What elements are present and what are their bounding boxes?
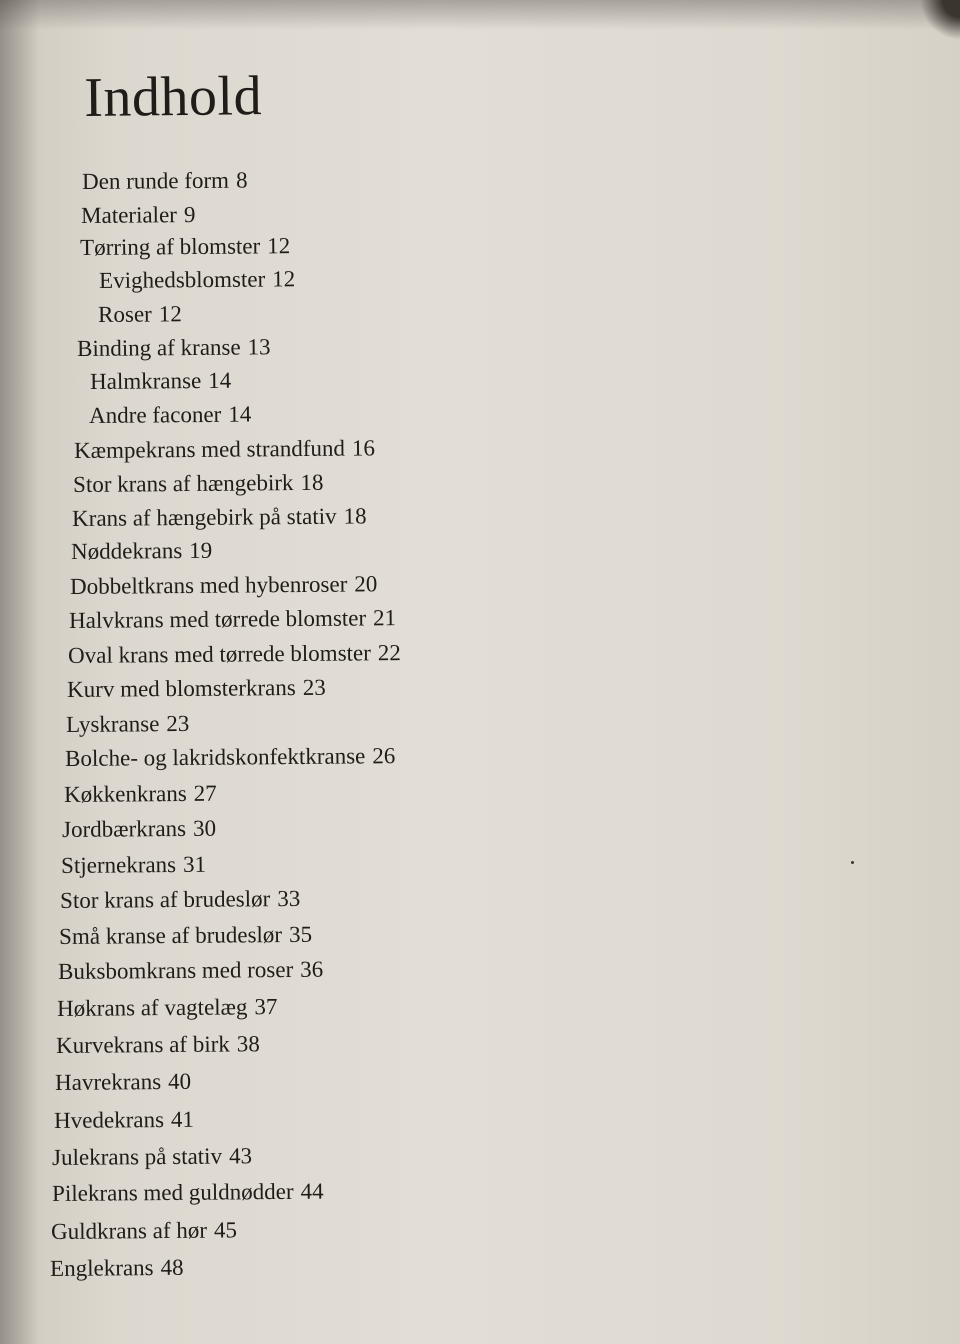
toc-entry-text: Havrekrans — [55, 1069, 162, 1095]
toc-entry-text: Nøddekrans — [71, 538, 183, 564]
toc-entry — [57, 994, 278, 1022]
toc-entry — [90, 368, 231, 395]
toc-entry-text: Evighedsblomster — [99, 266, 266, 293]
toc-entry-page: 36 — [300, 956, 324, 982]
toc-entry-text: Den runde form — [82, 167, 230, 194]
toc-entry — [52, 1143, 252, 1171]
toc-entry-text: Roser — [98, 301, 152, 327]
toc-entry — [77, 334, 271, 362]
toc-entry-page: 14 — [228, 401, 252, 427]
toc-entry-page: 40 — [168, 1068, 192, 1095]
toc-entry-text: Andre faconer — [89, 401, 222, 428]
toc-entry-text: Oval krans med tørrede blomster — [68, 640, 371, 668]
toc-entry-page: 8 — [235, 167, 248, 193]
toc-entry-page: 43 — [228, 1143, 253, 1169]
toc-entry-page: 23 — [166, 710, 190, 737]
toc-entry-text: Tørring af blomster — [80, 233, 261, 260]
toc-entry — [98, 301, 182, 328]
toc-entry-page: 35 — [288, 921, 313, 947]
toc-entry-text: Buksbomkrans med roser — [58, 956, 294, 984]
toc-entry-page: 45 — [213, 1217, 238, 1243]
toc-entry — [51, 1217, 237, 1245]
toc-entry — [50, 1255, 184, 1282]
toc-entry — [74, 435, 375, 464]
toc-entry — [66, 711, 189, 738]
toc-entry-text: Stor krans af hængebirk — [73, 470, 294, 497]
toc-entry-text: Pilekrans med guldnødder — [52, 1178, 294, 1206]
toc-entry — [62, 816, 216, 843]
toc-entry-page: 22 — [377, 640, 401, 666]
toc-entry — [54, 1107, 194, 1134]
toc-entry — [73, 470, 324, 498]
toc-entry-text: Kurv med blomsterkrans — [67, 675, 296, 702]
toc-entry-page: 18 — [343, 503, 367, 529]
toc-entry-page: 27 — [193, 780, 217, 806]
toc-entry-page: 13 — [247, 334, 271, 360]
toc-entry-page: 21 — [372, 605, 397, 631]
toc-entry — [55, 1069, 191, 1096]
toc-entry-page: 48 — [160, 1254, 184, 1281]
toc-entry-text: Stor krans af brudeslør — [60, 886, 271, 913]
toc-entry-page: 41 — [170, 1106, 195, 1132]
toc-entry-page: 26 — [372, 743, 396, 769]
toc-entry-page: 14 — [208, 367, 232, 393]
toc-entry — [70, 571, 377, 600]
toc-entry — [52, 1179, 324, 1207]
toc-entry — [68, 640, 401, 669]
toc-entry-page: 18 — [300, 469, 324, 496]
toc-entry — [89, 402, 251, 429]
toc-entry — [67, 675, 326, 703]
page-title: Indhold — [84, 65, 263, 129]
toc-entry-text: Lyskranse — [66, 711, 160, 737]
toc-entry-text: Hvedekrans — [54, 1107, 165, 1133]
toc-entry-page: 12 — [158, 301, 182, 327]
toc-entry-text: Halvkrans med tørrede blomster — [69, 605, 367, 633]
toc-entry — [65, 743, 395, 772]
toc-entry-page: 31 — [182, 851, 207, 877]
toc-entry — [99, 266, 295, 294]
toc-entry-text: Julekrans på stativ — [52, 1143, 223, 1170]
toc-entry-text: Binding af kranse — [77, 334, 241, 361]
toc-entry-page: 19 — [189, 537, 213, 563]
toc-entry-text: Jordbærkrans — [62, 815, 187, 842]
toc-entry — [58, 957, 323, 985]
toc-entry-page: 16 — [351, 435, 376, 461]
spine-shadow — [0, 0, 40, 1344]
toc-entry-text: Høkrans af vagtelæg — [57, 994, 248, 1021]
toc-entry-text: Dobbeltkrans med hybenroser — [70, 571, 348, 599]
toc-entry-page: 30 — [192, 815, 217, 841]
page-corner — [920, 0, 960, 40]
toc-entry-page: 12 — [267, 233, 291, 259]
toc-entry-text: Englekrans — [50, 1255, 154, 1281]
toc-entry — [81, 202, 196, 229]
toc-entry-text: Bolche- og lakridskonfektkranse — [65, 743, 366, 771]
toc-entry-text: Halmkranse — [90, 368, 202, 394]
toc-entry-text: Krans af hængebirk på stativ — [72, 503, 337, 531]
toc-entry-page: 38 — [236, 1031, 260, 1057]
toc-entry — [71, 538, 212, 565]
toc-entry — [69, 605, 396, 634]
toc-entry-page: 12 — [272, 266, 296, 292]
toc-entry — [61, 852, 206, 879]
toc-entry-text: Materialer — [81, 202, 177, 228]
toc-entry-page: 37 — [254, 994, 278, 1020]
toc-entry — [82, 168, 248, 195]
page-top-shadow — [0, 0, 960, 30]
toc-entry-page: 33 — [277, 885, 301, 912]
toc-entry-text: Guldkrans af hør — [51, 1217, 208, 1244]
toc-entry-page: 44 — [300, 1178, 324, 1204]
toc-entry-text: Små kranse af brudeslør — [59, 922, 283, 949]
toc-entry — [59, 922, 312, 950]
toc-entry-text: Kæmpekrans med strandfund — [74, 435, 346, 463]
toc-entry — [80, 233, 290, 261]
toc-entry-text: Kurvekrans af birk — [56, 1031, 230, 1058]
toc-entry-text: Stjernekrans — [61, 851, 177, 878]
paper-speck — [851, 861, 854, 864]
toc-entry-page: 20 — [354, 571, 378, 597]
toc-entry — [64, 781, 217, 808]
toc-entry — [60, 886, 300, 914]
toc-entry — [72, 503, 367, 532]
toc-entry — [56, 1031, 260, 1059]
toc-entry-page: 9 — [183, 202, 196, 228]
toc-entry-text: Køkkenkrans — [64, 780, 187, 807]
toc-entry-page: 23 — [302, 674, 326, 700]
